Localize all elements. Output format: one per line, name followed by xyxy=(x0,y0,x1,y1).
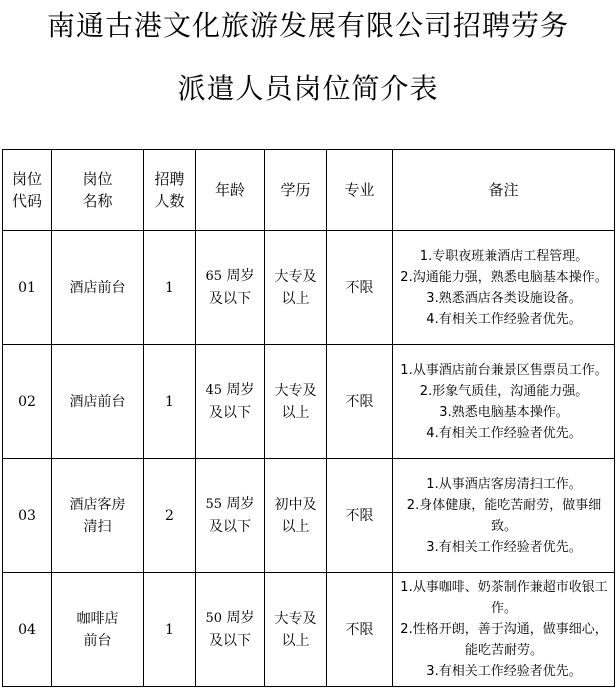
education-cell: 大专及 以上 xyxy=(265,345,327,459)
education-cell: 初中及 以上 xyxy=(265,459,327,573)
headcount-cell: 1 xyxy=(144,231,196,345)
table-header-row xyxy=(3,150,615,231)
position-code-cell: 04 xyxy=(3,573,52,687)
table-row xyxy=(3,573,615,687)
table-row xyxy=(3,345,615,459)
header-notes: 备注 xyxy=(393,150,615,231)
header-position-name: 岗位 名称 xyxy=(52,150,144,231)
major-cell: 不限 xyxy=(327,345,393,459)
position-code-cell: 01 xyxy=(3,231,52,345)
education-cell: 大专及 以上 xyxy=(265,573,327,687)
position-name-cell: 酒店前台 xyxy=(52,345,144,459)
position-code-cell: 02 xyxy=(3,345,52,459)
age-cell: 50 周岁 及以下 xyxy=(196,573,265,687)
position-name-cell: 咖啡店 前台 xyxy=(52,573,144,687)
major-cell: 不限 xyxy=(327,573,393,687)
header-position-code: 岗位 代码 xyxy=(3,150,52,231)
age-cell: 55 周岁 及以下 xyxy=(196,459,265,573)
table-row xyxy=(3,459,615,573)
notes-cell: 1.从事咖啡、奶茶制作兼超市收银工作。 2.性格开朗，善于沟通，做事细心，能吃苦耐劳。 3.有相关工作经验者优先。 xyxy=(393,573,615,687)
notes-cell: 1.从事酒店客房清扫工作。 2.身体健康，能吃苦耐劳，做事细致。 3.有相关工作经验者优先。 xyxy=(393,459,615,573)
positions-table xyxy=(2,149,615,687)
headcount-cell: 1 xyxy=(144,345,196,459)
header-education: 学历 xyxy=(265,150,327,231)
header-major: 专业 xyxy=(327,150,393,231)
header-headcount: 招聘 人数 xyxy=(144,150,196,231)
age-cell: 45 周岁 及以下 xyxy=(196,345,265,459)
education-cell: 大专及 以上 xyxy=(265,231,327,345)
document-title-line-2: 派遣人员岗位简介表 xyxy=(177,72,439,105)
age-cell: 65 周岁 及以下 xyxy=(196,231,265,345)
notes-cell: 1.从事酒店前台兼景区售票员工作。 2.形象气质佳，沟通能力强。 3.熟悉电脑基本操作。 4.有相关工作经验者优先。 xyxy=(393,345,615,459)
headcount-cell: 2 xyxy=(144,459,196,573)
position-name-cell: 酒店前台 xyxy=(52,231,144,345)
position-code-cell: 03 xyxy=(3,459,52,573)
major-cell: 不限 xyxy=(327,459,393,573)
header-age: 年龄 xyxy=(196,150,265,231)
position-name-cell: 酒店客房 清扫 xyxy=(52,459,144,573)
major-cell: 不限 xyxy=(327,231,393,345)
notes-cell: 1.专职夜班兼酒店工程管理。 2.沟通能力强，熟悉电脑基本操作。 3.熟悉酒店各类设施设备。 4.有相关工作经验者优先。 xyxy=(393,231,615,345)
document-title-line-1: 南通古港文化旅游发展有限公司招聘劳务 xyxy=(46,9,569,42)
table-row xyxy=(3,231,615,345)
headcount-cell: 1 xyxy=(144,573,196,687)
